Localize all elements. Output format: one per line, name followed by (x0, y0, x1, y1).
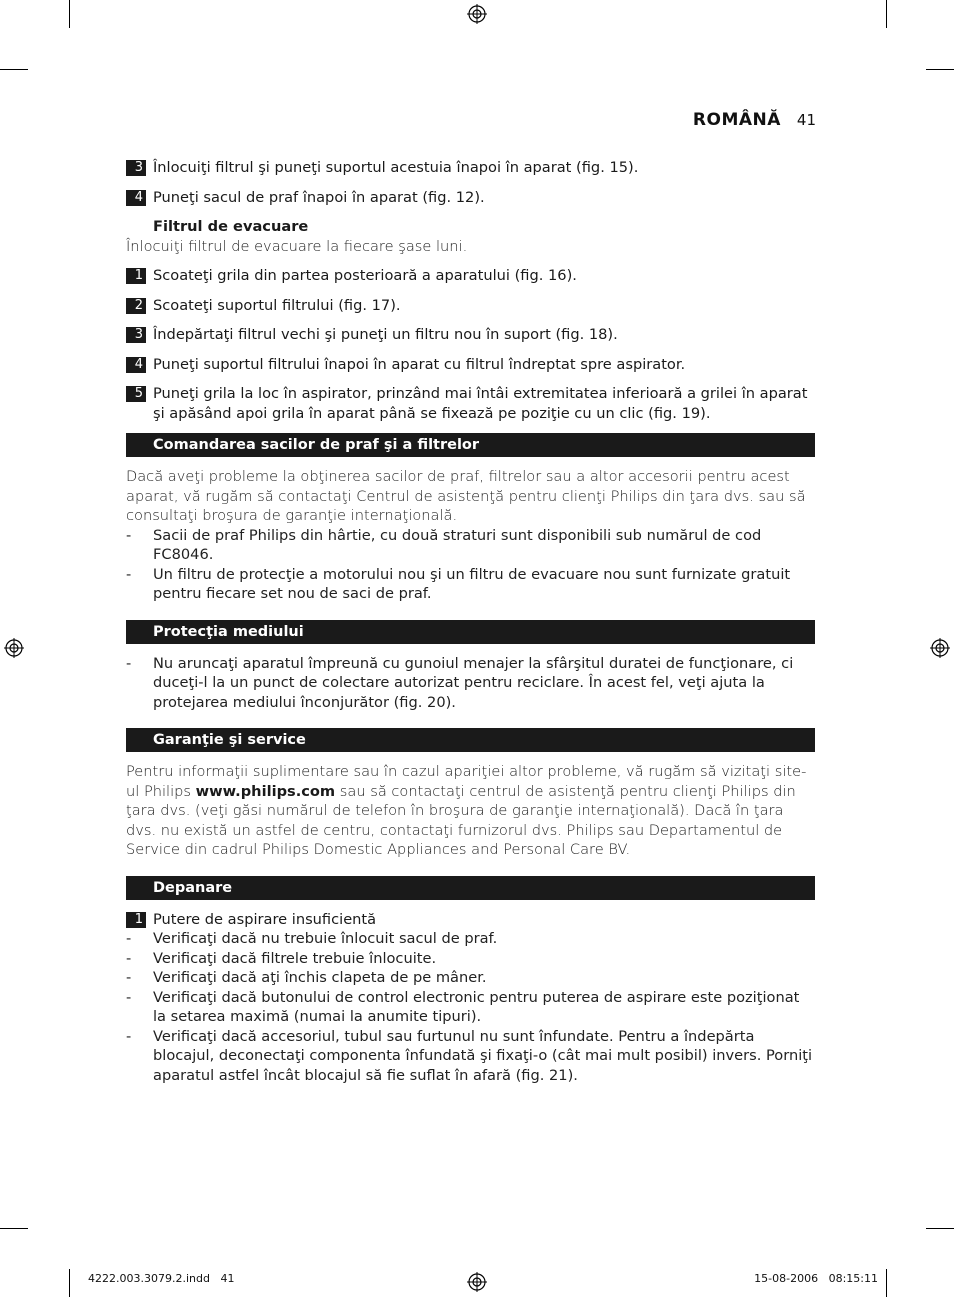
step-item (126, 296, 815, 316)
section-heading-bar: Garanţie şi service (126, 728, 815, 752)
page-number: 41 (796, 111, 816, 129)
section-heading-bar: Comandarea sacilor de praf şi a filtrelor (126, 433, 815, 457)
step-number: 3 (126, 160, 146, 176)
file-info: 4222.003.3079.2.indd 41 (88, 1272, 235, 1285)
step-item (126, 910, 815, 930)
list-item: - Verificaţi dacă butonului de control electronic pentru puterea de aspirare este poziţionat la setarea maximă (numai la anumite tipuri). (126, 988, 815, 1027)
paragraph-text: Pentru informaţii suplimentare sau în cazul apariţiei altor probleme, vă rugăm să vizitaţi site-ul Philips (126, 763, 807, 800)
step-text: Puneţi suportul filtrului înapoi în aparat cu filtrul îndreptat spre aspirator. (153, 355, 686, 373)
registration-mark-icon (467, 4, 487, 24)
crop-mark (69, 1269, 70, 1297)
bullet-list (126, 654, 815, 713)
registration-mark-icon (4, 638, 24, 658)
step-text: Puneţi grila la loc în aspirator, prinzând mai întâi extremitatea inferioară a grilei în aparat şi apăsând apoi grila în aparat până se fixează pe poziţie cu un clic (fig. 19). (153, 385, 808, 422)
step-item (126, 355, 815, 375)
crop-mark (886, 1269, 887, 1297)
step-text: Scoateţi suportul filtrului (fig. 17). (153, 296, 401, 314)
step-number: 3 (126, 327, 146, 343)
page-content (126, 158, 815, 1085)
step-item (126, 325, 815, 345)
crop-mark (0, 69, 28, 70)
bullet-list (126, 526, 815, 604)
section-heading-bar: Depanare (126, 876, 815, 900)
crop-mark (926, 1228, 954, 1229)
section-heading-bar: Protecţia mediului (126, 620, 815, 644)
step-number: 1 (126, 268, 146, 284)
language-title: ROMÂNĂ (692, 110, 781, 130)
list-item: - Verificaţi dacă accesoriul, tubul sau furtunul nu sunt înfundate. Pentru a îndepărta blocajul, deconectaţi componenta înfundată şi fixaţi-o (cât mai mult posibil) invers. Porniţi aparatul astfel încât blocajul să fie suflat în afară (fig. 21). (126, 1027, 815, 1086)
step-number: 4 (126, 357, 146, 373)
list-item: - Nu aruncaţi aparatul împreună cu gunoiul menajer la sfârşitul duratei de funcţionare, ci duceţi-l la un punct de colectare autorizat pentru reciclare. În acest fel, veţi ajuta la protejarea mediului înconjurător (fig. 20). (126, 654, 815, 713)
print-timestamp: 15-08-2006 08:15:11 (754, 1272, 878, 1285)
list-item: - Verificaţi dacă filtrele trebuie înlocuite. (126, 949, 815, 969)
list-item: - Verificaţi dacă nu trebuie înlocuit sacul de praf. (126, 929, 815, 949)
subsection-heading: Filtrul de evacuare (153, 218, 309, 235)
list-item: - Verificaţi dacă aţi închis clapeta de pe mâner. (126, 968, 815, 988)
step-text: Înlocuiţi filtrul şi puneţi suportul acestuia înapoi în aparat (fig. 15). (153, 159, 639, 176)
step-item (126, 188, 815, 208)
step-item (126, 266, 815, 286)
paragraph (126, 762, 815, 860)
list-item: - Un filtru de protecţie a motorului nou şi un filtru de evacuare nou sunt furnizate gratuit pentru fiecare set nou de saci de praf. (126, 565, 815, 604)
bullet-list (126, 929, 815, 1085)
crop-mark (69, 0, 70, 28)
step-number: 5 (126, 386, 146, 402)
paragraph-text: sau să contactaţi centrul de asistenţă pentru clienţi Philips din ţara dvs. (veţi găsi numărul de telefon în broşura de garanţie internaţională). Dacă în ţara dvs. nu există un astfel de centru, contactaţi furnizorul dvs. Philips sau Departamentul de Service din cadrul Philips Domestic Appliances and Personal Care BV. (126, 782, 796, 858)
list-item: - Sacii de praf Philips din hârtie, cu două straturi sunt disponibili sub numărul de cod FC8046. (126, 526, 815, 565)
crop-mark (886, 0, 887, 28)
step-text: Îndepărtaţi filtrul vechi şi puneţi un filtru nou în suport (fig. 18). (153, 326, 618, 343)
step-text: Putere de aspirare insuficientă (153, 910, 377, 928)
step-text: Puneţi sacul de praf înapoi în aparat (fig. 12). (153, 188, 485, 206)
paragraph: Dacă aveţi probleme la obţinerea sacilor de praf, filtrelor sau a altor accesorii pentru acest aparat, vă rugăm să contactaţi Centrul de asistenţă pentru clienţi Philips din ţara dvs. sau să consultaţi broşura de garanţie internaţională. (126, 468, 806, 524)
page-header (693, 110, 816, 130)
step-item (126, 158, 815, 178)
step-text: Scoateţi grila din partea posterioară a aparatului (fig. 16). (153, 267, 577, 284)
crop-mark (0, 1228, 28, 1229)
step-number: 2 (126, 298, 146, 314)
registration-mark-icon (467, 1272, 487, 1292)
paragraph: Înlocuiţi filtrul de evacuare la fiecare şase luni. (126, 237, 468, 255)
crop-mark (926, 69, 954, 70)
step-number: 4 (126, 190, 146, 206)
registration-mark-icon (930, 638, 950, 658)
step-number: 1 (126, 912, 146, 928)
philips-website-link[interactable]: www.philips.com (195, 782, 336, 800)
step-item (126, 384, 815, 423)
